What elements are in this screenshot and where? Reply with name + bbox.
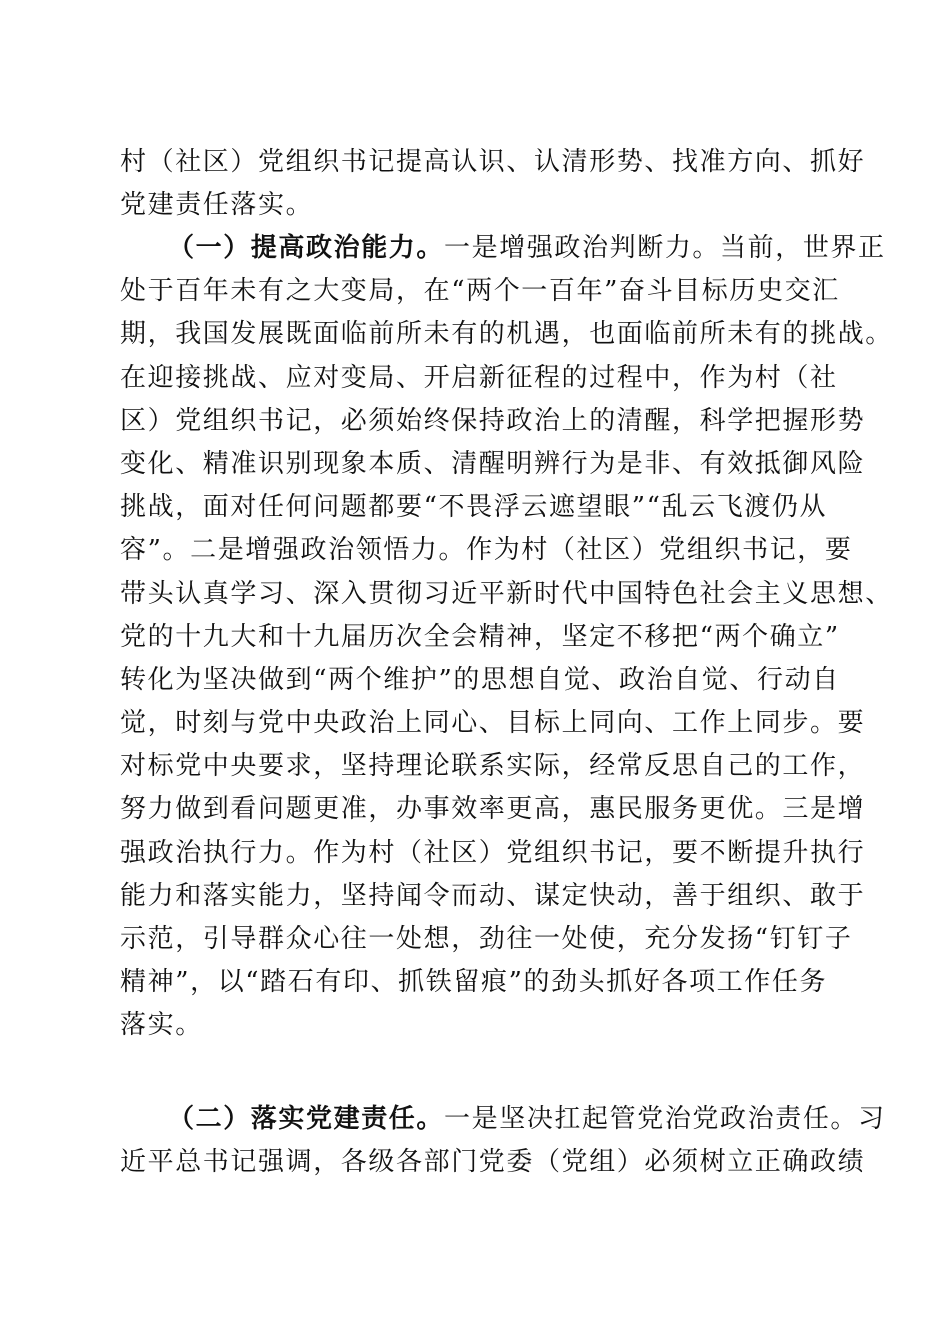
text-line: 转化为坚决做到“两个维护”的思想自觉、政治自觉、行动自 [120,664,840,695]
text-line: 区）党组织书记，必须始终保持政治上的清醒，科学把握形势 [120,405,866,436]
text-line: 落实。 [120,1010,203,1041]
text-line: 精神”，以“踏石有印、抓铁留痕”的劲头抓好各项工作任务 [120,967,828,998]
section-heading-2: （二）落实党建责任。 [168,1104,445,1134]
text-line: 挑战，面对任何问题都要“不畏浮云遮望眼”“乱云飞渡仍从 [120,492,828,523]
text-line: 强政治执行力。作为村（社区）党组织书记，要不断提升执行 [120,837,866,868]
paragraph-party-responsibility [120,1098,886,1184]
text-run: 一是增强政治判断力。当前，世界正 [444,233,886,263]
text-line: 带头认真学习、深入贯彻习近平新时代中国特色社会主义思想、 [120,578,893,609]
text-line: 党建责任落实。 [120,190,314,221]
paragraph-political-ability [120,227,893,1048]
paragraph-intro [120,141,866,227]
text-line: 处于百年未有之大变局，在“两个一百年”奋斗目标历史交汇 [120,276,840,307]
text-line [120,227,886,270]
text-line: 能力和落实能力，坚持闻令而动、谋定快动，善于组织、敢于 [120,880,866,911]
text-line: 觉，时刻与党中央政治上同心、目标上同向、工作上同步。要 [120,708,866,739]
text-line: 示范，引导群众心往一处想，劲往一处使，充分发扬“钉钉子 [120,924,853,954]
section-heading-1: （一）提高政治能力。 [168,233,445,263]
text-line: 容”。二是增强政治领悟力。作为村（社区）党组织书记，要 [120,535,853,566]
text-line: 变化、精准识别现象本质、清醒明辨行为是非、有效抵御风险 [120,448,866,479]
text-line: 期，我国发展既面临前所未有的机遇，也面临前所未有的挑战。 [120,319,893,350]
text-line: 村（社区）党组织书记提高认识、认清形势、找准方向、抓好 [120,147,866,177]
text-line: 党的十九大和十九届历次全会精神，坚定不移把“两个确立” [120,621,840,652]
text-run: 一是坚决扛起管党治党政治责任。习 [444,1104,886,1134]
text-line: 在迎接挑战、应对变局、开启新征程的过程中，作为村（社 [120,362,838,393]
text-line [120,1098,886,1141]
text-line: 对标党中央要求，坚持理论联系实际，经常反思自己的工作， [120,751,866,782]
text-line: 近平总书记强调，各级各部门党委（党组）必须树立正确政绩 [120,1147,866,1178]
text-line: 努力做到看问题更准，办事效率更高，惠民服务更优。三是增 [120,794,866,825]
